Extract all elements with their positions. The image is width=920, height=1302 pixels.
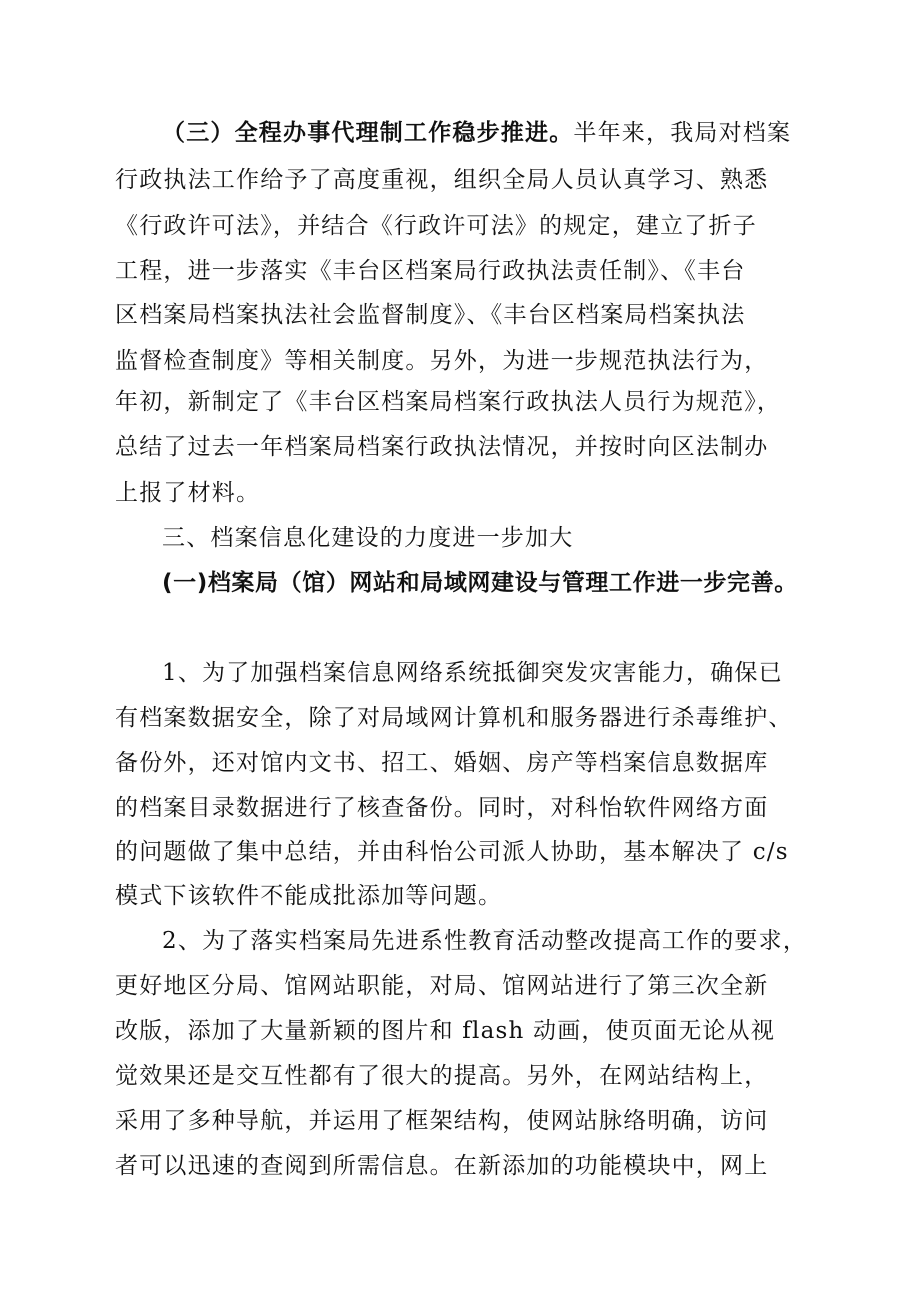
item-1-line: 有档案数据安全，除了对局域网计算机和服务器进行杀毒维护、 — [115, 705, 793, 731]
item-2-line: 采用了多种导航，并运用了框架结构，使网站脉络明确，访问 — [115, 1108, 769, 1134]
item-1-line: 的问题做了集中总结，并由科怡公司派人协助，基本解决了 c/s — [115, 839, 789, 865]
section-heading: 三、档案信息化建设的力度进一步加大 — [162, 525, 574, 551]
item-1-line: 备份外，还对馆内文书、招工、婚姻、房产等档案信息数据库 — [115, 750, 769, 776]
item-2-line: 改版，添加了大量新颖的图片和 flash 动画，使页面无论从视 — [115, 1018, 776, 1044]
item-2-line: 2、为了落实档案局先进系性教育活动整改提高工作的要求， — [162, 928, 808, 954]
paragraph-3-line: 《行政许可法》，并结合《行政许可法》的规定，建立了折子 — [115, 213, 757, 239]
paragraph-3-line-1 — [162, 118, 791, 148]
paragraph-3-line: 监督检查制度》等相关制度。另外，为进一步规范执法行为， — [115, 348, 769, 374]
paragraph-3-line: 行政执法工作给予了高度重视，组织全局人员认真学习、熟悉 — [115, 167, 769, 193]
item-1-line: 模式下该软件不能成批添加等问题。 — [115, 883, 503, 909]
paragraph-3-lead-bold: （三）全程办事代理制工作稳步推进。 — [162, 120, 574, 146]
item-2-line: 更好地区分局、馆网站职能，对局、馆网站进行了第三次全新 — [115, 973, 769, 999]
subsection-heading: (一)档案局（馆）网站和局域网建设与管理工作进一步完善。 — [162, 570, 798, 596]
paragraph-3-line: 上报了材料。 — [115, 480, 261, 506]
paragraph-3-line: 区档案局档案执法社会监督制度》、《丰台区档案局档案执法 — [115, 302, 746, 328]
item-2-line: 者可以迅速的查阅到所需信息。在新添加的功能模块中，网上 — [115, 1153, 769, 1179]
paragraph-3-line: 工程，进一步落实《丰台区档案局行政执法责任制》、《丰台 — [115, 258, 746, 284]
paragraph-3-line: 总结了过去一年档案局档案行政执法情况，并按时向区法制办 — [115, 434, 769, 460]
item-2-line: 觉效果还是交互性都有了很大的提高。另外，在网站结构上， — [115, 1063, 769, 1089]
item-1-line: 的档案目录数据进行了核查备份。同时，对科怡软件网络方面 — [115, 795, 769, 821]
item-1-line: 1、为了加强档案信息网络系统抵御突发灾害能力，确保已 — [162, 660, 783, 686]
paragraph-3-line: 年初，新制定了《丰台区档案局档案行政执法人员行为规范》， — [115, 389, 782, 415]
paragraph-3-lead-rest: 半年来，我局对档案 — [573, 120, 792, 146]
